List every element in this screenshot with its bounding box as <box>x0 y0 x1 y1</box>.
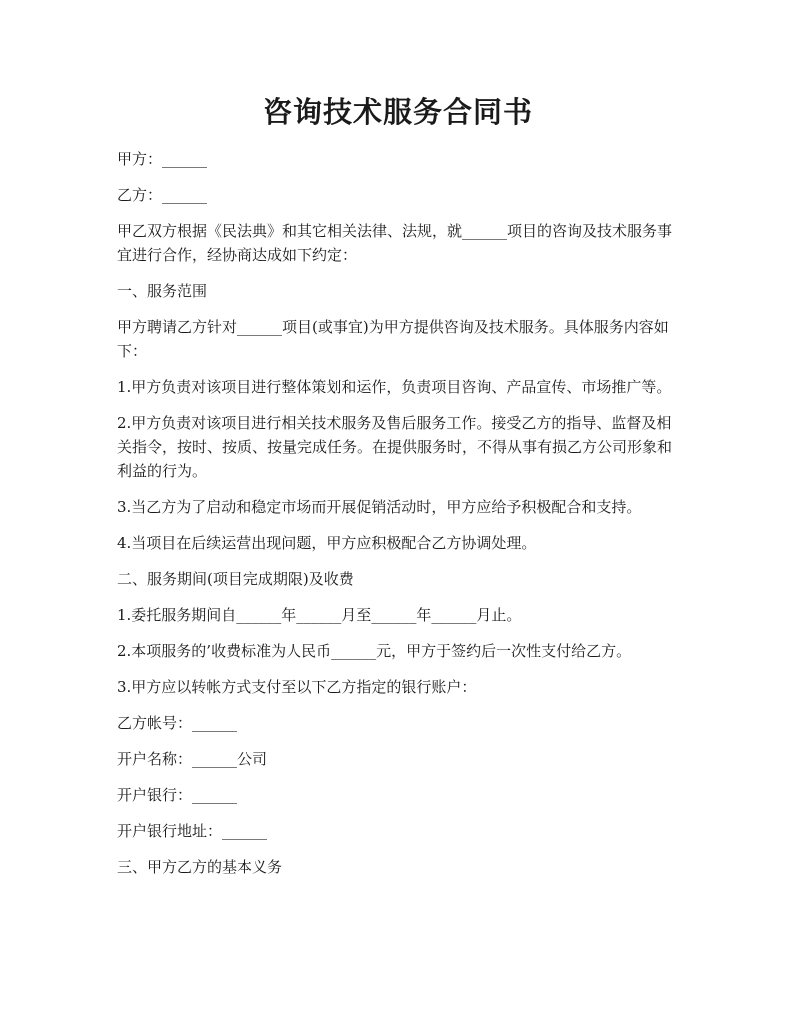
clause-1-2: 2.甲方负责对该项目进行相关技术服务及售后服务工作。接受乙方的指导、监督及相关指令，按时、按质、按量完成任务。在提供服务时，不得从事有损乙方公司形象和利益的行为。 <box>117 414 673 480</box>
account-number-line: 乙方帐号：______ <box>117 714 238 732</box>
bank-name-line: 开户银行：______ <box>117 786 238 804</box>
clause-2-1: 1.委托服务期间自______年______月至______年______月止。 <box>117 606 522 624</box>
clause-1-1: 1.甲方负责对该项目进行整体策划和运作，负责项目咨询、产品宣传、市场推广等。 <box>117 378 672 396</box>
service-scope-paragraph: 甲方聘请乙方针对______项目(或事宜)为甲方提供咨询及技术服务。具体服务内容如下： <box>117 318 669 360</box>
section-heading-2: 二、服务期间(项目完成期限)及收费 <box>117 570 354 588</box>
section-heading-3: 三、甲方乙方的基本义务 <box>117 858 283 876</box>
preamble-paragraph: 甲乙双方根据《民法典》和其它相关法律、法规，就______项目的咨询及技术服务事宜进行合作，经协商达成如下约定： <box>117 222 673 264</box>
party-b-line: 乙方：______ <box>117 186 208 204</box>
account-name-line: 开户名称：______公司 <box>117 750 268 768</box>
document-body <box>117 147 683 891</box>
document-title: 咨询技术服务合同书 <box>262 95 533 129</box>
clause-2-3: 3.甲方应以转帐方式支付至以下乙方指定的银行账户： <box>117 678 477 696</box>
party-a-line: 甲方：______ <box>117 150 208 168</box>
section-heading-1: 一、服务范围 <box>117 282 208 300</box>
clause-2-2: 2.本项服务的’收费标准为人民币______元，甲方于签约后一次性支付给乙方。 <box>117 642 632 660</box>
bank-address-line: 开户银行地址：______ <box>117 822 268 840</box>
clause-1-3: 3.当乙方为了启动和稳定市场而开展促销活动时，甲方应给予积极配合和支持。 <box>117 498 642 516</box>
clause-1-4: 4.当项目在后续运营出现问题，甲方应积极配合乙方协调处理。 <box>117 534 537 552</box>
